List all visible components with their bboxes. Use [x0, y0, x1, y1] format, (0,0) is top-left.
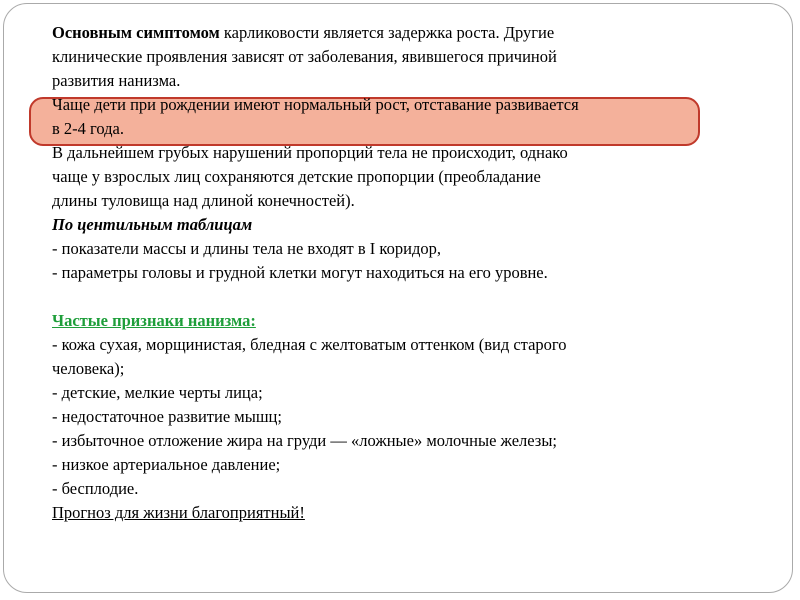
signs-item1-line1: - кожа сухая, морщинистая, бледная с желтоватым оттенком (вид старого	[52, 335, 567, 354]
signs-item1-line2: человека);	[52, 359, 125, 378]
paragraph1-line3: развития нанизма.	[52, 71, 181, 90]
signs-heading: Частые признаки нанизма:	[52, 311, 256, 330]
paragraph2-line2: чаще у взрослых лиц сохраняются детские пропорции (преобладание	[52, 167, 541, 186]
blank-line	[52, 285, 752, 309]
paragraph2-line3: длины туловища над длиной конечностей).	[52, 191, 355, 210]
signs-item2: - детские, мелкие черты лица;	[52, 383, 263, 402]
bold-lead: Основным симптомом	[52, 23, 220, 42]
centile-item2: - параметры головы и грудной клетки могут находиться на его уровне.	[52, 263, 548, 282]
highlight-line2: в 2-4 года.	[52, 119, 125, 138]
paragraph1-line1-rest: карликовости является задержка роста. Другие	[219, 23, 555, 42]
signs-item5: - низкое артериальное давление;	[52, 455, 281, 474]
centile-heading: По центильным таблицам	[52, 215, 253, 234]
signs-item3: - недостаточное развитие мышц;	[52, 407, 282, 426]
paragraph2-line1: В дальнейшем грубых нарушений пропорций тела не происходит, однако	[52, 143, 568, 162]
highlight-line1: Чаще дети при рождении имеют нормальный рост, отставание развивается	[52, 95, 579, 114]
slide-text	[52, 21, 752, 525]
paragraph1-line2: клинические проявления зависят от заболевания, явившегося причиной	[52, 47, 557, 66]
signs-item4: - избыточное отложение жира на груди — «ложные» молочные железы;	[52, 431, 557, 450]
centile-item1: - показатели массы и длины тела не входят в I коридор,	[52, 239, 441, 258]
signs-item6: - бесплодие.	[52, 479, 139, 498]
paragraph1-line1	[52, 21, 752, 45]
prognosis: Прогноз для жизни благоприятный!	[52, 503, 305, 522]
